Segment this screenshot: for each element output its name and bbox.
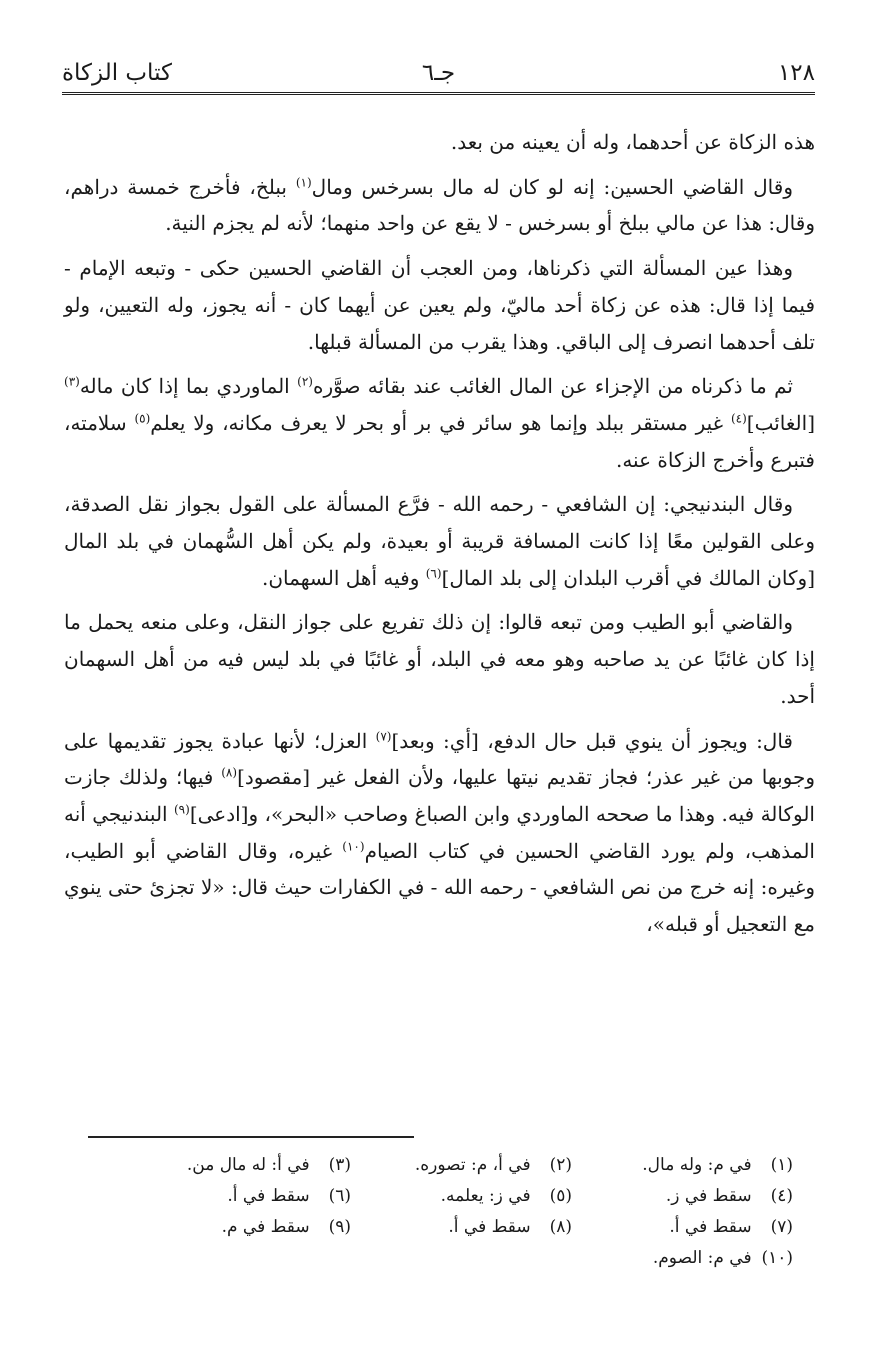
- text-segment: هذه الزكاة عن أحدهما، وله أن يعينه من بعد.: [450, 130, 815, 154]
- footnote-ref: (٥): [134, 411, 151, 426]
- footnote-number: (٦): [328, 1186, 351, 1206]
- footnote: [351, 1150, 572, 1181]
- paragraph: [64, 124, 815, 161]
- footnote-text: سقط في ز.: [665, 1186, 752, 1206]
- main-text: [64, 124, 815, 951]
- footnote-text: في أ، م: تصوره.: [414, 1155, 531, 1175]
- footnote-ref: (٨): [221, 765, 238, 780]
- footnote-row: [130, 1212, 793, 1243]
- footnote-number: (٩): [328, 1217, 351, 1237]
- footnote: [572, 1212, 793, 1243]
- footnote-text: سقط في أ.: [227, 1186, 310, 1206]
- paragraph: [64, 250, 815, 360]
- footnote: [351, 1212, 572, 1243]
- footnote-ref: (٢): [297, 374, 313, 389]
- footnote-ref: (١٠): [342, 839, 365, 853]
- text-segment: غيره، وقال القاضي أبو الطيب، وغيره: إنه خرج من نص الشافعي - رحمه الله - في الكفارات حيث قال: «لا تجزئ حتى ينوي مع التعجيل أو قبله»،: [64, 838, 815, 937]
- text-segment: ببلخ، فأخرج خمسة دراهم، وقال: هذا عن مالي ببلخ أو بسرخس - لا يقع عن واحد منهما؛ لأنه لم يجزم النية.: [64, 174, 815, 236]
- footnote-number: (٣): [328, 1155, 351, 1175]
- text-segment: وقال البندنيجي: إن الشافعي - رحمه الله - فرَّع المسألة على القول بجواز نقل الصدقة، وعلى القولين معًا إذا كانت المسافة قريبة أو بعيدة، ولم يكن أهل السُّهمان في بلد المال [وكان المالك في أقرب البلدان إلى بلد المال]: [64, 492, 815, 590]
- footnote-number: (٢): [549, 1155, 572, 1175]
- paragraph: [64, 604, 815, 714]
- text-segment: فيها؛ ولذلك جازت الوكالة فيه. وهذا ما صححه الماوردي وابن الصباغ وصاحب «البحر»، و[ادعى]: [64, 765, 815, 826]
- footnote: [351, 1181, 572, 1212]
- footnote-ref: (٣): [64, 374, 80, 389]
- text-segment: العزل؛ لأنها عبادة يجوز تقديمها على وجوبها من غير عذر؛ فجاز تقديم نيتها عليها، ولأن الفعل غير [مقصود]: [64, 728, 815, 790]
- footnote-text: في ز: يعلمه.: [440, 1186, 531, 1206]
- paragraph: [64, 368, 815, 478]
- text-segment: [الغائب]: [746, 410, 815, 435]
- footnote-ref: (٩): [173, 802, 190, 817]
- footnote-row: [130, 1243, 793, 1274]
- page-number: ١٢٨: [777, 60, 815, 86]
- text-segment: وفيه أهل السهمان.: [262, 565, 426, 590]
- footnote-row: [130, 1181, 793, 1212]
- paragraph: [64, 486, 815, 596]
- text-segment: ثم ما ذكرناه من الإجزاء عن المال الغائب عند بقائه صوَّره: [312, 374, 793, 399]
- footnote-number: (٥): [549, 1186, 572, 1206]
- footnote-ref: (٦): [425, 566, 442, 581]
- footnote: [130, 1212, 351, 1243]
- footnote-number: (٨): [549, 1217, 572, 1237]
- text-segment: وقال القاضي الحسين: إنه لو كان له مال بسرخس ومال: [311, 174, 793, 199]
- footnote-ref: (٧): [375, 728, 392, 743]
- footnote-row: [130, 1150, 793, 1181]
- footnote: [130, 1181, 351, 1212]
- footnote: [563, 1243, 793, 1274]
- text-segment: الماوردي بما إذا كان ماله: [79, 374, 298, 399]
- text-segment: سلامته، فتبرع وأخرج الزكاة عنه.: [64, 410, 815, 472]
- footnote-number: (١): [770, 1155, 793, 1175]
- footnote-text: سقط في أ.: [669, 1217, 752, 1237]
- footnote-text: سقط في أ.: [448, 1217, 531, 1237]
- footnote: [130, 1150, 351, 1181]
- paragraph: [64, 169, 815, 242]
- text-segment: البندنيجي أنه المذهب، ولم يورد القاضي الحسين في كتاب الصيام: [64, 801, 815, 863]
- footnote-text: في أ: له مال من.: [186, 1155, 310, 1175]
- book-title: كتاب الزكاة: [62, 60, 172, 86]
- footnote-number: (١٠): [761, 1248, 793, 1268]
- paragraph: [64, 723, 815, 943]
- text-segment: قال: ويجوز أن ينوي قبل حال الدفع، [أي: وبعد]: [391, 728, 793, 753]
- footnotes: [130, 1150, 793, 1274]
- text-segment: وهذا عين المسألة التي ذكرناها، ومن العجب أن القاضي الحسين حكى - وتبعه الإمام - فيما إذا قال: هذه عن زكاة أحد ماليّ، ولم يعين عن أيهما كان - أنه يجوز، وله التعيين، ولو تلف أحدهما انصرف إلى الباقي. وهذا يقرب من المسألة قبلها.: [64, 256, 815, 354]
- footnote-ref: (١): [295, 175, 312, 190]
- footnote: [572, 1150, 793, 1181]
- text-segment: غير مستقر ببلد وإنما هو سائر في بر أو بحر لا يعرف مكانه، ولا يعلم: [150, 410, 731, 435]
- header-rule: [62, 92, 815, 97]
- footnote-number: (٧): [770, 1217, 793, 1237]
- footnote-ref: (٤): [730, 411, 747, 426]
- footnote-rule: [88, 1136, 414, 1138]
- page-header: [62, 48, 815, 92]
- footnote-text: في م: الصوم.: [652, 1248, 752, 1268]
- footnote-text: في م: وله مال.: [642, 1155, 752, 1175]
- footnote-text: سقط في م.: [221, 1217, 310, 1237]
- volume-label: جـ٦: [421, 60, 456, 86]
- footnote-number: (٤): [770, 1186, 793, 1206]
- text-segment: والقاضي أبو الطيب ومن تبعه قالوا: إن ذلك تفريع على جواز النقل، وعلى منعه يحمل ما إذا كان غائبًا عن يد صاحبه وهو معه في البلد، أو غائبًا في بلد ليس فيه من أهل السهمان أحد.: [64, 610, 815, 708]
- footnote: [572, 1181, 793, 1212]
